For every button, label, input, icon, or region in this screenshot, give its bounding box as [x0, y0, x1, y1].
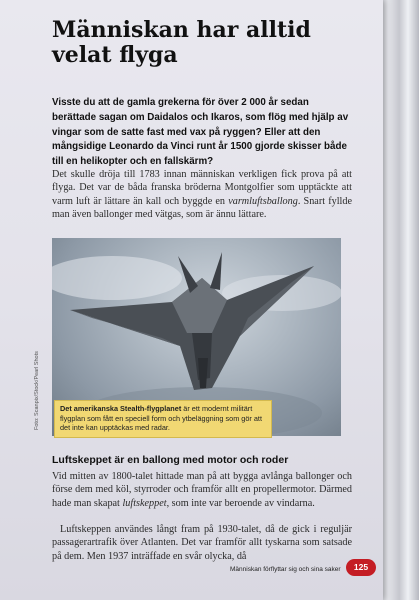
photo-credit: Foto: Scanpix/Stock/Pearl Shots: [34, 351, 40, 430]
body-paragraph-airship: [52, 470, 352, 510]
emphasized-term: luftskeppet: [122, 497, 167, 509]
caption-text: är ett modernt militärt flygplan som fått en speciell form och ytbeläggning som gör att det inte kan upptäckas med radar.: [60, 404, 262, 433]
page-number-badge: 125: [346, 559, 376, 576]
photo-caption: [54, 400, 272, 438]
paragraph-text: . Snart fyllde man även ballonger med vätgas, som är ännu lättare.: [52, 195, 352, 221]
body-paragraph-atlantic: Luftskeppen användes långt fram på 1930-talet, då de gick i reguljär passagerartrafik över Atlanten. Det var framför allt tyskarna som satsade på dem. Men 1937 inträffade en svår olycka, då: [52, 524, 352, 562]
caption-title: Det amerikanska Stealth-flygplanet: [60, 404, 182, 413]
page-title: Människan har alltid velat flyga: [52, 17, 311, 68]
emphasized-term: varmluftsballong: [228, 195, 298, 207]
paragraph-text: , som inte var beroende av vindarna.: [166, 497, 315, 509]
intro-paragraph: Visste du att de gamla grekerna för över 2 000 år sedan berättade sagan om Daidalos och Ikaros, som flög med hjälp av vingar som de satte fast med vax på ryggen? Eller att den mångsidige Leonardo da Vinci runt år 1500 gjorde skisser både till en helikopter och en fallskärm?: [52, 97, 349, 168]
chapter-footer: Människan förflyttar sig och sina saker: [230, 566, 341, 573]
paragraph-text: Det skulle dröja till 1783 innan människan verkligen fick prova på att flyga. Det var de båda franska bröderna Montgolfier som upptäckte att varm luft är lättare än kall och byggde en: [52, 169, 352, 207]
paragraph-text: Vid mitten av 1800-talet hittade man på att bygga avlånga ballonger och förse dem med köl, styrroder och framför allt en propellermotor. Därmed hade man skapat: [52, 471, 352, 509]
body-paragraph-montgolfier: [52, 168, 352, 222]
section-heading: Luftskeppet är en ballong med motor och roder: [52, 454, 289, 466]
